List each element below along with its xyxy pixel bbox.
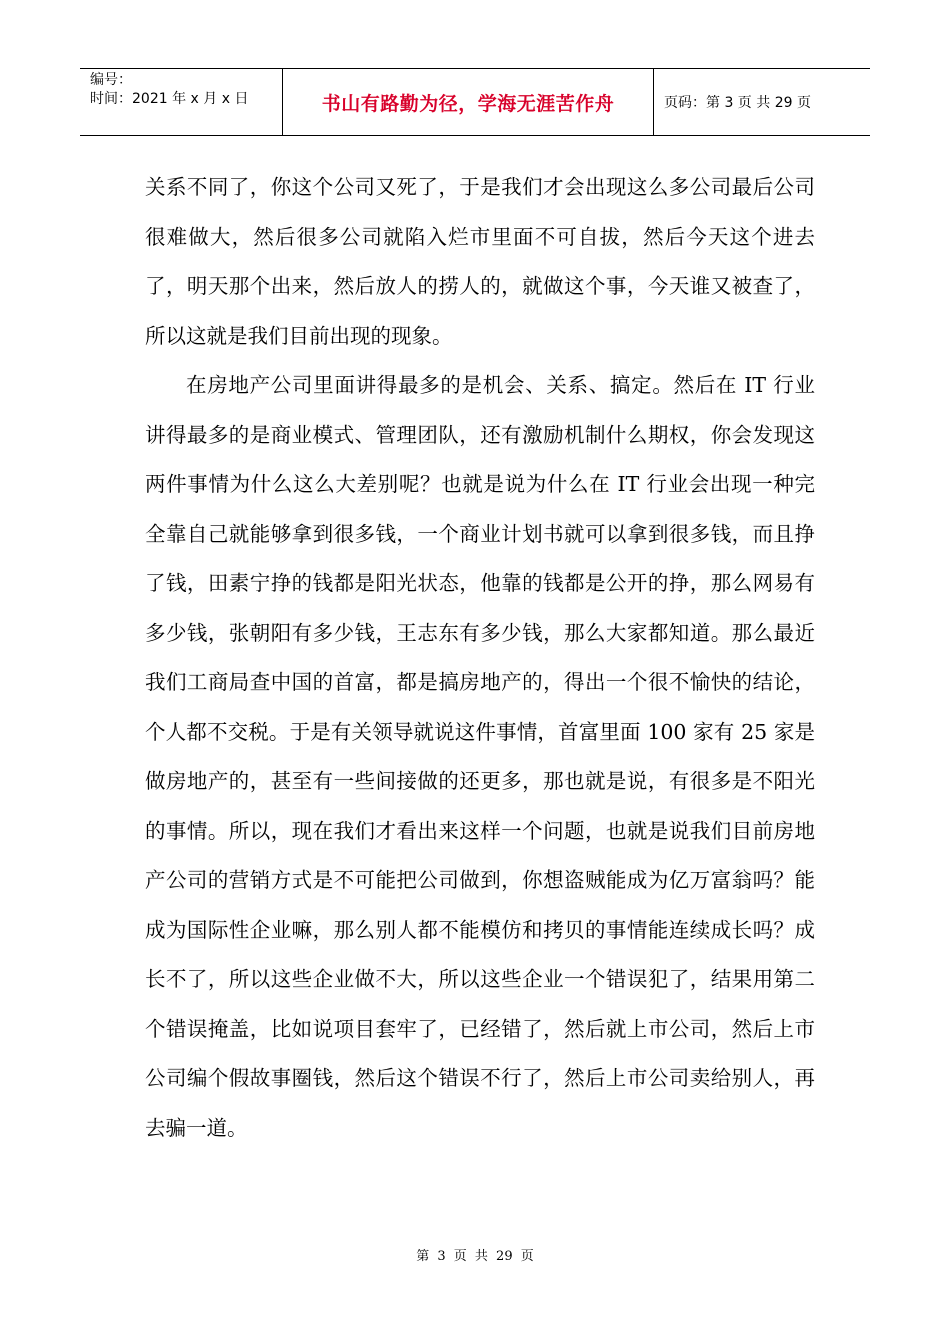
body-paragraph-2: 在房地产公司里面讲得最多的是机会、关系、搞定。然后在 IT 行业讲得最多的是商业模式、管理团队，还有激励机制什么期权，你会发现这两件事情为什么这么大差别呢？也就是说为什么在 IT 行业会出现一种完全靠自己就能够拿到很多钱，一个商业计划书就可以拿到很多钱，而且挣了钱，田素宁挣的钱都是阳光状态，他靠的钱都是公开的挣，那么网易有多少钱，张朝阳有多少钱，王志东有多少钱，那么大家都知道。那么最近我们工商局查中国的首富，都是搞房地产的，得出一个很不愉快的结论，个人都不交税。于是有关领导就说这件事情，首富里面 100 家有 25 家是做房地产的，甚至有一些间接做的还更多，那也就是说，有很多是不阳光的事情。所以，现在我们才看出来这样一个问题，也就是说我们目前房地产公司的营销方式是不可能把公司做到，你想盗贼能成为亿万富翁吗？能成为国际性企业嘛，那么别人都不能模仿和拷贝的事情能连续成长吗？成长不了，所以这些企业做不大，所以这些企业一个错误犯了，结果用第二个错误掩盖，比如说项目套牢了，已经错了，然后就上市公司，然后上市公司编个假故事圈钱，然后这个错误不行了，然后上市公司卖给别人，再去骗一道。: [145, 373, 815, 1140]
header-page-cell: [654, 69, 870, 135]
body-paragraph-1: 关系不同了，你这个公司又死了，于是我们才会出现这么多公司最后公司很难做大，然后很多公司就陷入烂市里面不可自拔，然后今天这个进去了，明天那个出来，然后放人的捞人的，就做这个事，今天谁又被查了，所以这就是我们目前出现的现象。: [145, 175, 815, 348]
header-meta-cell: [80, 69, 282, 135]
document-header: [80, 68, 870, 136]
document-body: [145, 163, 815, 1153]
page-footer: 第 3 页 共 29 页: [416, 1249, 534, 1264]
date-label: 时间：2021 年 x 月 x 日: [90, 91, 249, 107]
header-motto-cell: [282, 69, 654, 135]
header-motto: 书山有路勤为径，学海无涯苦作舟: [321, 92, 615, 115]
serial-number-label: 编号：: [90, 72, 132, 88]
header-page-info: 页码：第 3 页 共 29 页: [664, 95, 811, 111]
